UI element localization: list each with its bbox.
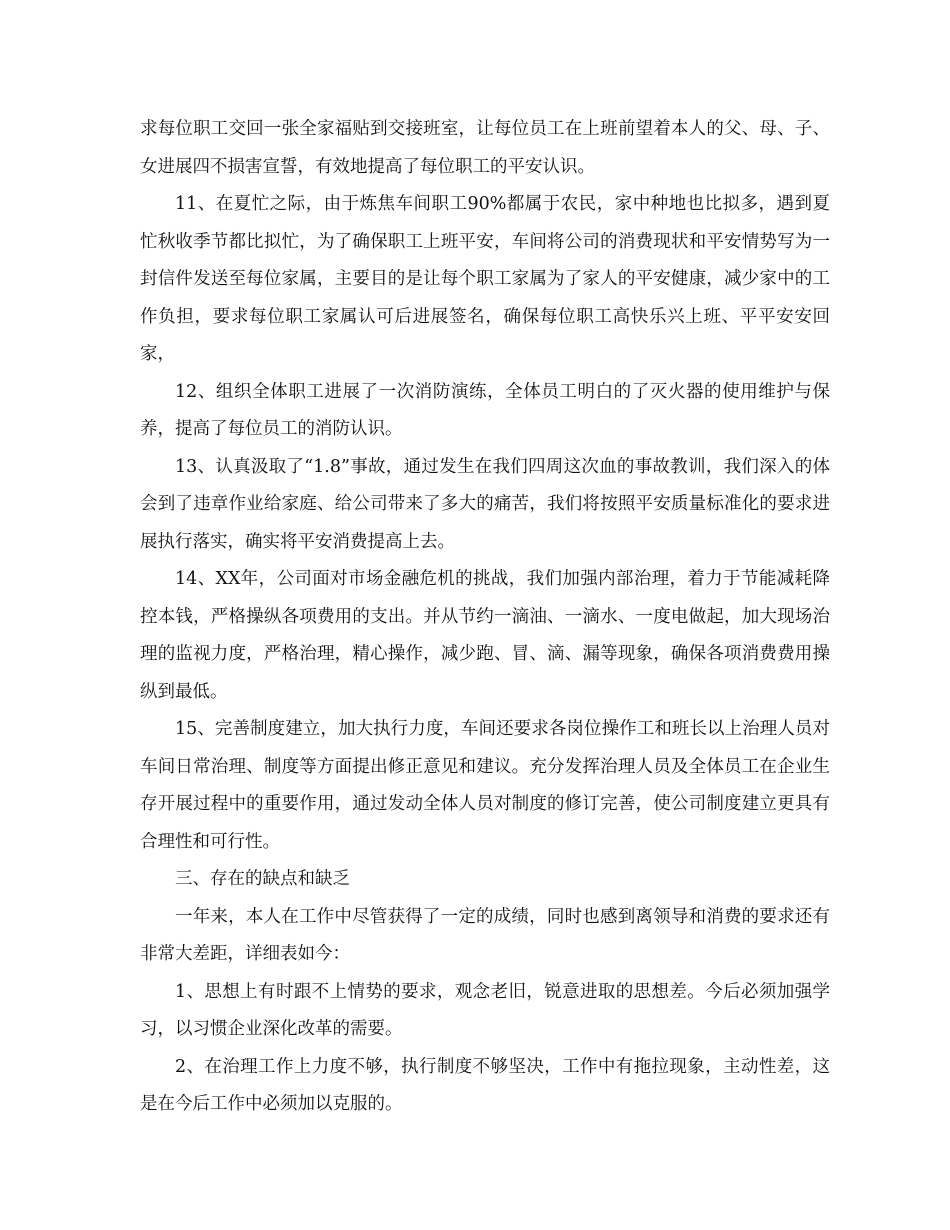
document-body (140, 111, 830, 1124)
paragraph-item-13: 13、认真汲取了“1.8”事故，通过发生在我们四周这次血的事故教训，我们深入的体会到了违章作业给家庭、给公司带来了多大的痛苦，我们将按照平安质量标准化的要求进展执行落实，确实将平安消费提高上去。 (140, 456, 830, 552)
paragraph-item-15: 15、完善制度建立，加大执行力度，车间还要求各岗位操作工和班长以上治理人员对车间日常治理、制度等方面提出修正意见和建议。充分发挥治理人员及全体员工在企业生存开展过程中的重要作用，通过发动全体人员对制度的修订完善，使公司制度建立更具有合理性和可行性。 (140, 719, 830, 852)
paragraph-shortcoming-2: 2、在治理工作上力度不够，执行制度不够坚决，工作中有拖拉现象，主动性差，这是在今后工作中必须加以克服的。 (140, 1056, 830, 1114)
paragraph-item-14: 14、XX年，公司面对市场金融危机的挑战，我们加强内部治理，着力于节能减耗降控本钱，严格操纵各项费用的支出。并从节约一滴油、一滴水、一度电做起，加大现场治理的监视力度，严格治理，精心操作，减少跑、冒、滴、漏等现象，确保各项消费费用操纵到最低。 (140, 569, 830, 702)
paragraph-shortcoming-1: 1、思想上有时跟不上情势的要求，观念老旧，锐意进取的思想差。今后必须加强学习，以习惯企业深化改革的需要。 (140, 981, 830, 1039)
paragraph-item-12: 12、组织全体职工进展了一次消防演练，全体员工明白的了灭火器的使用维护与保养，提高了每位员工的消防认识。 (140, 381, 830, 439)
paragraph-family-photo-pledge: 求每位职工交回一张全家福贴到交接班室，让每位员工在上班前望着本人的父、母、子、女进展四不损害宣誓，有效地提高了每位职工的平安认识。 (140, 119, 830, 177)
paragraph-item-11: 11、在夏忙之际，由于炼焦车间职工90%都属于农民，家中种地也比拟多，遇到夏忙秋收季节都比拟忙，为了确保职工上班平安，车间将公司的消费现状和平安情势写为一封信件发送至每位家属，主要目的是让每个职工家属为了家人的平安健康，减少家中的工作负担，要求每位职工家属认可后进展签名，确保每位职工高快乐兴上班、平平安安回家， (140, 194, 830, 364)
paragraph-year-summary: 一年来，本人在工作中尽管获得了一定的成绩，同时也感到离领导和消费的要求还有非常大差距，详细表如今： (140, 906, 830, 964)
section-heading-shortcomings: 三、存在的缺点和缺乏 (175, 869, 350, 889)
